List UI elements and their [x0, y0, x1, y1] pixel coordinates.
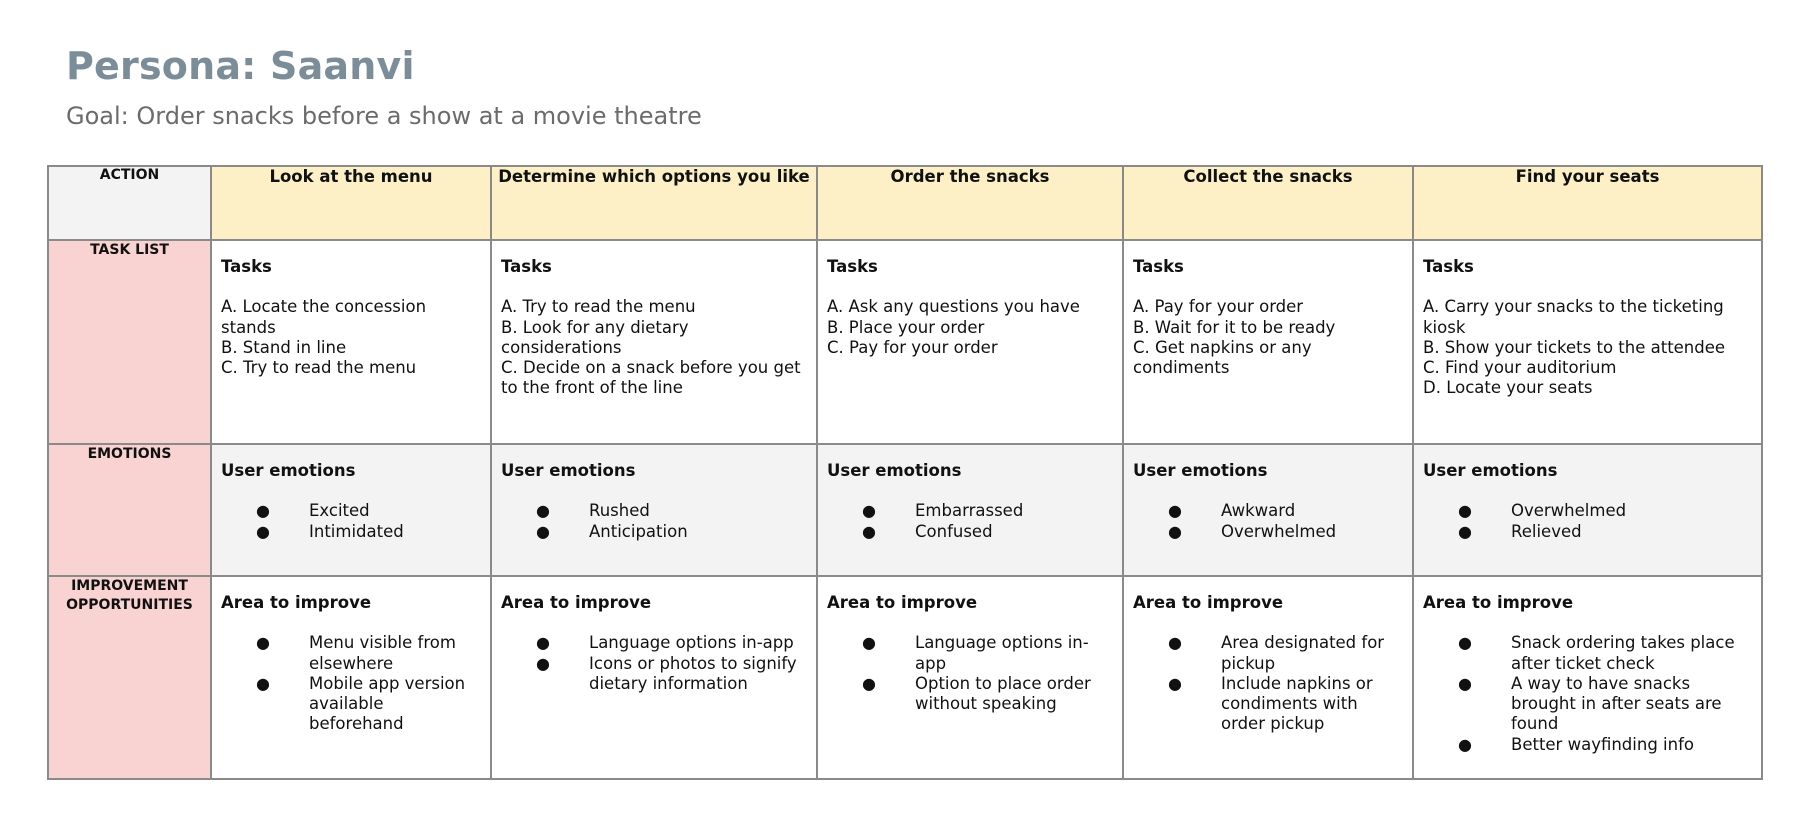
emotions-cell [491, 444, 817, 576]
bullet-icon: ● [256, 673, 270, 693]
improvements-content [212, 577, 490, 743]
emotions-content [1124, 445, 1412, 550]
emotion-item [501, 522, 808, 542]
bullet-icon: ● [256, 521, 270, 541]
bullet-icon: ● [1458, 521, 1472, 541]
improvements-section-title: Area to improve [221, 593, 372, 612]
improvement-item [221, 674, 482, 735]
bullet-icon: ● [1458, 501, 1472, 521]
bullet-icon: ● [1458, 673, 1472, 693]
bullet-icon: ● [536, 521, 550, 541]
bullet-text: Language options in-app [589, 633, 794, 653]
task-item: A. Pay for your order [1133, 297, 1304, 317]
bullet-text: Intimidated [309, 521, 404, 541]
bullet-text: Option to place order without speaking [915, 673, 1091, 714]
emotion-item [1423, 522, 1753, 542]
improvements-list [501, 633, 808, 694]
goal-subtitle: Goal: Order snacks before a show at a movie theatre [66, 102, 702, 130]
improvement-item [501, 633, 808, 653]
bullet-icon: ● [1168, 521, 1182, 541]
bullet-icon: ● [862, 521, 876, 541]
improvements-content [492, 577, 816, 702]
tasks-section-title: Tasks [221, 257, 272, 276]
tasks-content [212, 241, 490, 386]
tasks-section-title: Tasks [501, 257, 552, 276]
tasks-cell [817, 240, 1123, 444]
bullet-text: Awkward [1221, 501, 1296, 521]
emotion-item [221, 522, 482, 542]
emotions-content [818, 445, 1122, 550]
improvements-section-title: Area to improve [1133, 593, 1284, 612]
tasks-cell [211, 240, 491, 444]
bullet-icon: ● [862, 633, 876, 653]
improvements-content [1124, 577, 1412, 743]
phase-header: Collect the snacks [1123, 166, 1413, 240]
improvements-section-title: Area to improve [1423, 593, 1574, 612]
emotion-item [827, 501, 1114, 521]
phase-header: Find your seats [1413, 166, 1762, 240]
emotions-list [1423, 501, 1753, 542]
task-item: C. Pay for your order [827, 337, 998, 357]
bullet-icon: ● [536, 501, 550, 521]
improvements-list [1423, 633, 1753, 755]
bullet-text: Area designated for pickup [1221, 633, 1385, 673]
improvement-item [1423, 674, 1753, 735]
tasks-cell [1123, 240, 1413, 444]
improvements-cell [1123, 576, 1413, 779]
bullet-icon: ● [1168, 501, 1182, 521]
improvements-cell [817, 576, 1123, 779]
bullet-text: Embarrassed [915, 501, 1024, 521]
tasks-cell [1413, 240, 1762, 444]
emotions-row [48, 444, 1762, 576]
improvement-item [827, 674, 1114, 715]
tasks-content [1124, 241, 1412, 386]
task-item: A. Ask any questions you have [827, 297, 1080, 317]
emotions-row-label: EMOTIONS [48, 444, 211, 576]
bullet-text: Include napkins or condiments with order pickup [1221, 673, 1373, 734]
emotions-content [492, 445, 816, 550]
emotion-item [221, 501, 482, 521]
bullet-icon: ● [862, 501, 876, 521]
bullet-icon: ● [1458, 633, 1472, 653]
tasks-cell [491, 240, 817, 444]
task-item: D. Locate your seats [1423, 378, 1593, 398]
phase-header: Look at the menu [211, 166, 491, 240]
improvement-row [48, 576, 1762, 779]
phase-header: Determine which options you like [491, 166, 817, 240]
emotion-item [501, 501, 808, 521]
task-item: C. Decide on a snack before you get to the front of the line [501, 358, 801, 398]
bullet-icon: ● [256, 501, 270, 521]
emotion-item [1133, 522, 1404, 542]
bullet-text: Rushed [589, 501, 650, 521]
emotions-section-title: User emotions [1423, 461, 1558, 480]
bullet-text: Language options in-app [915, 633, 1089, 673]
improvements-list [827, 633, 1114, 714]
bullet-icon: ● [1168, 673, 1182, 693]
bullet-text: Menu visible from elsewhere [309, 633, 456, 673]
task-item: B. Look for any dietary considerations [501, 317, 689, 357]
improvement-item [1423, 633, 1753, 674]
task-item: B. Place your order [827, 317, 985, 337]
tasks-content [492, 241, 816, 407]
improvement-item [1133, 674, 1404, 735]
bullet-icon: ● [1168, 633, 1182, 653]
bullet-icon: ● [1458, 734, 1472, 754]
emotions-cell [1413, 444, 1762, 576]
improvements-section-title: Area to improve [501, 593, 652, 612]
tasks-content [1414, 241, 1761, 407]
bullet-text: Confused [915, 521, 993, 541]
tasks-content [818, 241, 1122, 366]
improvements-content [818, 577, 1122, 722]
improvements-content [1414, 577, 1761, 763]
action-header: ACTION [48, 166, 211, 240]
improvements-cell [491, 576, 817, 779]
improvement-item [1423, 735, 1753, 755]
emotions-list [1133, 501, 1404, 542]
task-item: B. Show your tickets to the attendee [1423, 337, 1726, 357]
improvements-cell [211, 576, 491, 779]
improvement-item [1133, 633, 1404, 674]
emotions-list [827, 501, 1114, 542]
improvement-item [827, 633, 1114, 674]
task-item: B. Stand in line [221, 337, 347, 357]
phase-header-row [48, 166, 1762, 240]
bullet-icon: ● [536, 633, 550, 653]
bullet-icon: ● [256, 633, 270, 653]
bullet-icon: ● [536, 653, 550, 673]
bullet-text: Better wayfinding info [1511, 734, 1694, 754]
task-item: A. Locate the concession stands [221, 297, 427, 337]
bullet-text: Overwhelmed [1511, 501, 1627, 521]
bullet-text: A way to have snacks brought in after seats are found [1511, 673, 1722, 734]
emotion-item [827, 522, 1114, 542]
bullet-text: Snack ordering takes place after ticket check [1511, 633, 1735, 673]
journey-map-table [47, 165, 1763, 780]
persona-title: Persona: Saanvi [66, 44, 415, 88]
task-item: A. Try to read the menu [501, 297, 696, 317]
improvements-cell [1413, 576, 1762, 779]
bullet-text: Anticipation [589, 521, 688, 541]
improvement-item [221, 633, 482, 674]
bullet-icon: ● [862, 673, 876, 693]
task-item: B. Wait for it to be ready [1133, 317, 1336, 337]
emotions-list [221, 501, 482, 542]
emotions-section-title: User emotions [827, 461, 962, 480]
emotions-cell [817, 444, 1123, 576]
improvement-item [501, 654, 808, 695]
improvement-row-label: IMPROVEMENT OPPORTUNITIES [48, 576, 211, 779]
emotion-item [1133, 501, 1404, 521]
bullet-text: Excited [309, 501, 370, 521]
task-item: C. Try to read the menu [221, 358, 417, 378]
emotions-cell [1123, 444, 1413, 576]
tasks-section-title: Tasks [827, 257, 878, 276]
improvements-list [1133, 633, 1404, 734]
emotions-content [212, 445, 490, 550]
bullet-text: Overwhelmed [1221, 521, 1337, 541]
task-item: C. Get napkins or any condiments [1133, 337, 1312, 378]
bullet-text: Mobile app version available beforehand [309, 673, 466, 734]
task-item: C. Find your auditorium [1423, 358, 1617, 378]
tasks-section-title: Tasks [1423, 257, 1474, 276]
task-list-row-label: TASK LIST [48, 240, 211, 444]
emotions-list [501, 501, 808, 542]
bullet-text: Relieved [1511, 521, 1582, 541]
phase-header: Order the snacks [817, 166, 1123, 240]
bullet-text: Icons or photos to signify dietary information [589, 653, 797, 693]
emotions-section-title: User emotions [221, 461, 356, 480]
emotions-content [1414, 445, 1761, 550]
emotions-section-title: User emotions [1133, 461, 1268, 480]
emotion-item [1423, 501, 1753, 521]
improvements-section-title: Area to improve [827, 593, 978, 612]
emotions-section-title: User emotions [501, 461, 636, 480]
emotions-cell [211, 444, 491, 576]
task-item: A. Carry your snacks to the ticketing kiosk [1423, 297, 1724, 337]
tasks-section-title: Tasks [1133, 257, 1184, 276]
task-list-row [48, 240, 1762, 444]
improvements-list [221, 633, 482, 734]
